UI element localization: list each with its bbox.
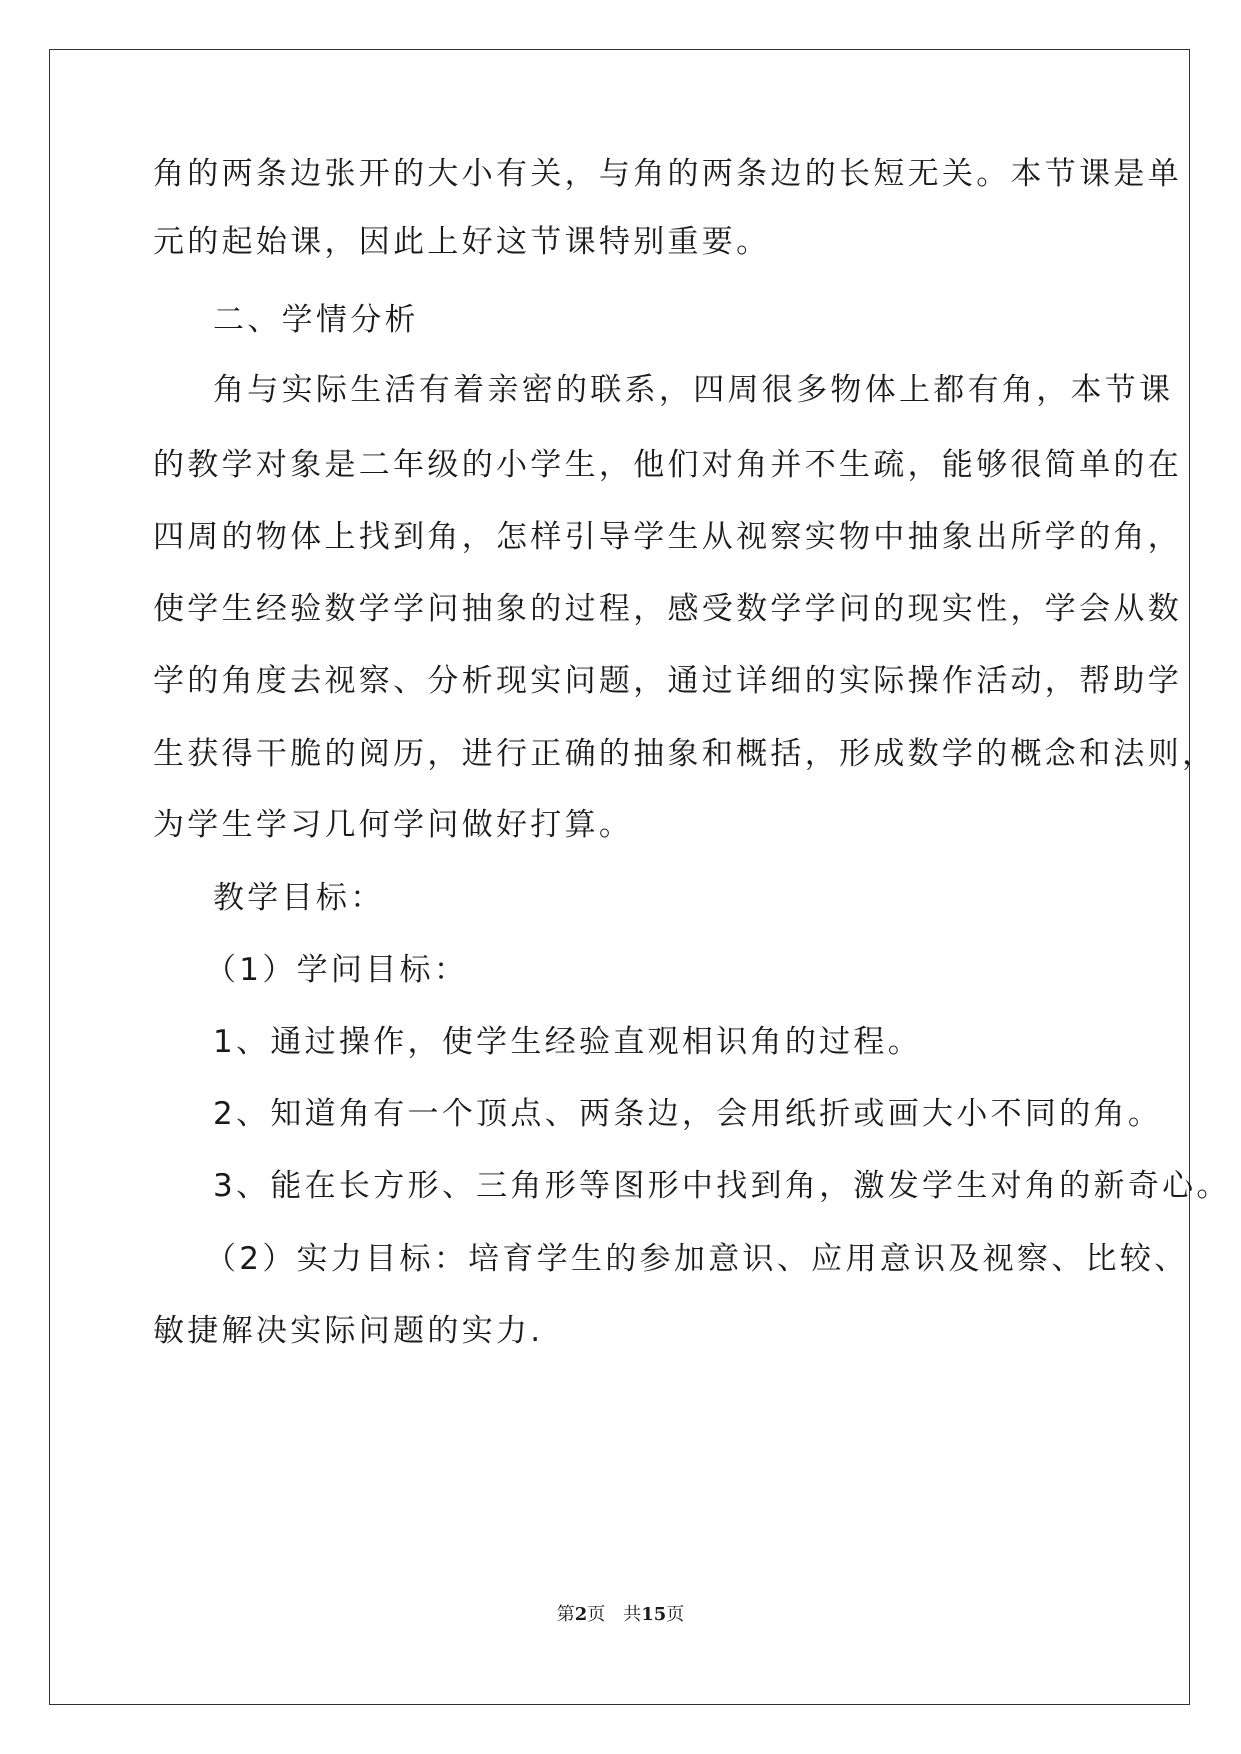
ability-goals-line: （2）实力目标：培育学生的参加意识、应用意识及视察、比较、 [205,1241,1189,1277]
goal-item-2: 2、知道角有一个顶点、两条边，会用纸折或画大小不同的角。 [213,1096,1163,1132]
ability-goals-line-2: 敏捷解决实际问题的实力. [153,1313,544,1349]
text-line-9: 生获得干脆的阅历，进行正确的抽象和概括，形成数学的概念和法则， [153,736,1217,772]
footer-total-prefix: 共 [623,1604,642,1625]
footer-page-number: 2 [574,1604,588,1625]
text-line-2: 元的起始课，因此上好这节课特别重要。 [153,224,771,260]
footer-page-prefix: 第 [556,1604,575,1625]
page-footer [0,1603,1241,1627]
teaching-goals-heading: 教学目标： [213,880,385,916]
section-heading-learning-analysis: 二、学情分析 [213,302,419,338]
text-line-5: 的教学对象是二年级的小学生，他们对角并不生疏，能够很简单的在 [153,447,1182,483]
page-border [49,49,1190,1705]
goal-item-3: 3、能在长方形、三角形等图形中找到角，激发学生对角的新奇心。 [213,1168,1231,1204]
text-line-8: 学的角度去视察、分析现实问题，通过详细的实际操作活动，帮助学 [153,663,1182,699]
text-line-4: 角与实际生活有着亲密的联系，四周很多物体上都有角，本节课 [213,372,1174,408]
knowledge-goals-heading: （1）学问目标： [205,952,469,988]
footer-total-number: 15 [641,1604,667,1625]
footer-total-suffix: 页 [666,1604,685,1625]
goal-item-1: 1、通过操作，使学生经验直观相识角的过程。 [213,1024,923,1060]
footer-page-suffix: 页 [587,1604,606,1625]
text-line-1: 角的两条边张开的大小有关，与角的两条边的长短无关。本节课是单 [153,156,1182,192]
text-line-10: 为学生学习几何学问做好打算。 [153,807,634,843]
text-line-7: 使学生经验数学学问抽象的过程，感受数学学问的现实性，学会从数 [153,591,1182,627]
text-line-6: 四周的物体上找到角，怎样引导学生从视察实物中抽象出所学的角， [153,519,1182,555]
